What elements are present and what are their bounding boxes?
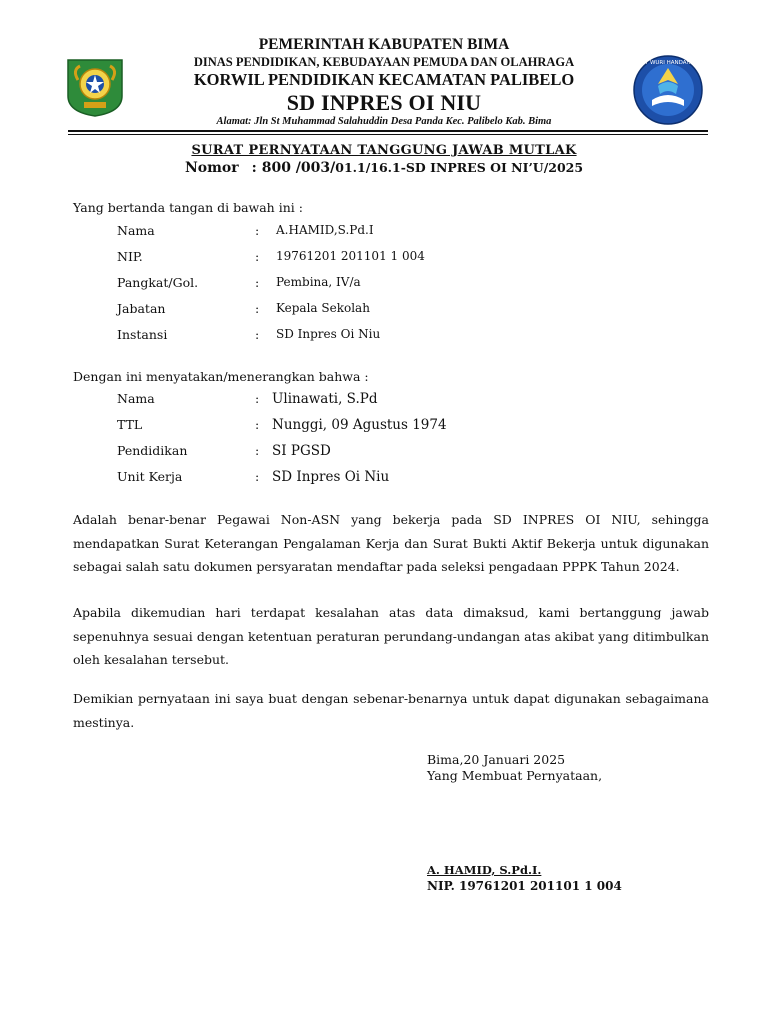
paragraph-statement: Adalah benar-benar Pegawai Non-ASN yang bekerja pada SD INPRES OI NIU, sehingga mendapatkan Surat Keterangan Pengalaman Kerja dan Surat Bukti Aktif Bekerja untuk digunakan sebagai salah satu dokumen persyaratan mendaftar pada seleksi pengadaan PPPK Tahun 2024. (73, 512, 709, 574)
letterhead-line1: PEMERINTAH KABUPATEN BIMA (258, 36, 510, 53)
nomor-label: Nomor (184, 160, 239, 176)
signature-name: A. HAMID, S.Pd.I. (427, 863, 542, 877)
school-name: SD INPRES OI NIU (286, 90, 482, 115)
nomor-value-b: 01.1/16.1-SD INPRES OI NI’U/2025 (335, 160, 584, 175)
letterhead-rule-thin (68, 134, 708, 135)
tut-wuri-handayani-logo-icon (632, 54, 704, 126)
letterhead-rule-thick (68, 130, 708, 132)
letterhead (0, 36, 768, 136)
letterhead-line3: KORWIL PENDIDIKAN KECAMATAN PALIBELO (193, 70, 575, 89)
paragraph-responsibility: Apabila dikemudian hari terdapat kesalahan atas data dimaksud, kami bertanggung jawab sepenuhnya sesuai dengan ketentuan peraturan perundang-undangan atas akibat yang ditimbulkan oleh kesalahan tersebut. (73, 605, 709, 667)
letterhead-line2: DINAS PENDIDIKAN, KEBUDAYAAN PEMUDA DAN OLAHRAGA (193, 55, 575, 69)
letterhead-address: Alamat: Jln St Muhammad Salahuddin Desa Panda Kec. Palibelo Kab. Bima (216, 116, 552, 127)
intro-text: Yang bertanda tangan di bawah ini : (73, 200, 303, 215)
signature-place-date: Bima,20 Januari 2025 (427, 752, 566, 767)
document-title: SURAT PERNYATAAN TANGGUNG JAWAB MUTLAK (191, 143, 577, 158)
svg-text:TUT WURI HANDAYANI: TUT WURI HANDAYANI (637, 60, 699, 66)
document-number (0, 160, 768, 176)
intro2-text: Dengan ini menyatakan/menerangkan bahwa : (73, 369, 369, 384)
paragraph-closing: Demikian pernyataan ini saya buat dengan sebenar-benarnya untuk dapat digunakan sebagaimana mestinya. (73, 691, 709, 730)
signature-role: Yang Membuat Pernyataan, (427, 768, 603, 783)
signature-nip: NIP. 19761201 201101 1 004 (427, 879, 622, 893)
nomor-value-a: : 800 /003/ (251, 160, 336, 176)
